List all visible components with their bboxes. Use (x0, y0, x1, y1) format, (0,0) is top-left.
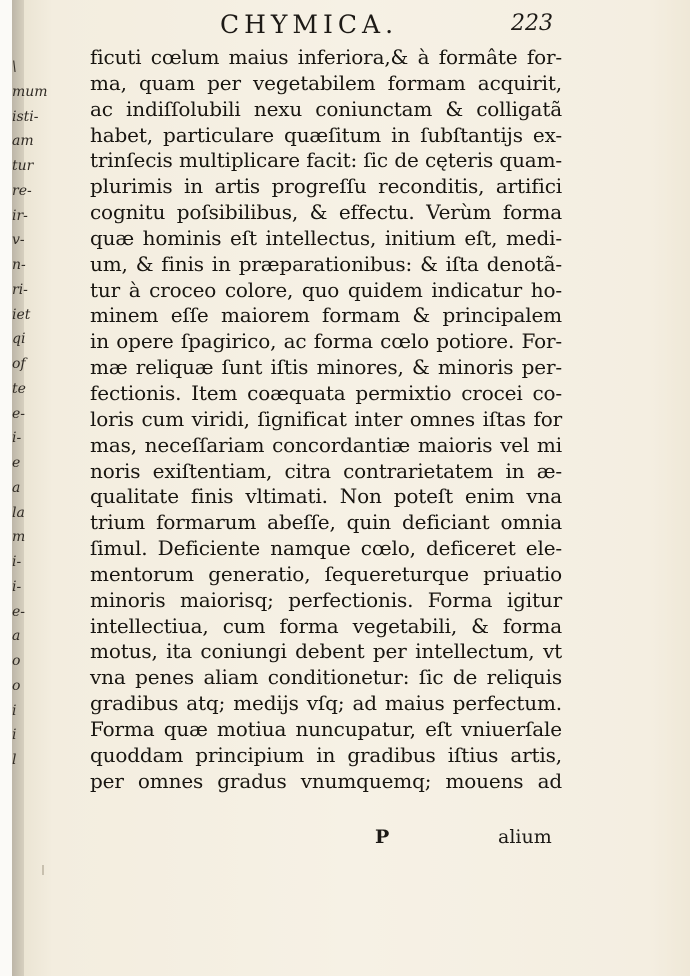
text-line: plurimis in artis progreſſu reconditis, artifici (90, 174, 562, 199)
catchword: alium (498, 826, 552, 848)
margin-fragment: o (12, 677, 21, 694)
text-line: mæ reliquæ ſunt iſtis minores, & minoris per- (90, 355, 562, 380)
text-line: in opere ſpagirico, ac forma cœlo potiore. For- (90, 329, 562, 354)
text-line: intellectiua, cum forma vegetabili, & forma (90, 613, 562, 638)
text-line: motus, ita coniungi debent per intellectum, vt (90, 639, 562, 664)
page-header (12, 10, 690, 40)
margin-fragment: qi (12, 331, 26, 348)
text-line: trinſecis multiplicare facit: ſic de cęteris quam- (90, 148, 562, 173)
book-page (12, 0, 690, 976)
text-line: Forma quæ motiua nuncupatur, eſt vniuerſale (90, 716, 562, 741)
margin-fragment: i (12, 702, 17, 719)
margin-fragment: te (12, 380, 26, 397)
margin-fragment: a (12, 628, 21, 645)
margin-fragment: ri- (12, 281, 28, 298)
margin-fragment: o (12, 653, 21, 669)
margin-fragment: la (12, 504, 25, 521)
margin-fragment: m (12, 529, 26, 546)
text-line: trium formarum abeſſe, quin deficiant omnia (90, 510, 562, 535)
text-line: quoddam principium in gradibus iſtius artis, (90, 742, 562, 767)
page-number: 223 (511, 11, 553, 36)
text-line: mas, neceſſariam concordantiæ maioris vel mi (90, 432, 562, 457)
margin-fragment: e- (12, 603, 26, 620)
margin-fragment: v- (12, 232, 25, 249)
margin-fragment: \ (12, 59, 17, 75)
text-line: minoris maiorisq; perfectionis. Forma igitur (90, 587, 562, 612)
text-line: ficuti cœlum maius inferiora,& à formâte for- (90, 45, 562, 69)
margin-fragment: iet (12, 306, 31, 323)
margin-fragment: am (12, 133, 34, 150)
margin-fragments (12, 55, 50, 773)
text-line: noris exiſtentiam, citra contrarietatem in æ- (90, 458, 562, 483)
margin-fragment: ir- (12, 207, 28, 224)
text-line: loris cum viridi, ſignificat inter omnes iſtas for (90, 406, 562, 431)
margin-fragment: e (12, 455, 21, 471)
text-line: habet, particulare quæſitum in ſubſtantijs ex- (90, 122, 562, 147)
main-text-block (90, 45, 562, 794)
page-wear-mark (42, 865, 44, 875)
margin-fragment: i (12, 727, 17, 744)
text-line: mentorum generatio, ſequereturque priuatio (90, 561, 562, 586)
margin-fragment: l (12, 752, 17, 768)
signature-mark: P (375, 826, 390, 848)
margin-fragment: n- (12, 257, 26, 273)
margin-fragment: a (12, 479, 21, 496)
text-line: ma, quam per vegetabilem formam acquirit, (90, 70, 562, 95)
text-line: um, & finis in præparationibus: & iſta denotã- (90, 251, 562, 276)
margin-fragment: isti- (12, 108, 39, 125)
margin-fragment: e- (12, 405, 26, 422)
margin-fragment: i- (12, 554, 22, 570)
text-line: vna penes aliam conditionetur: ſic de reliquis (90, 665, 562, 690)
text-line: cognitu poſsibilibus, & effectu. Verùm forma (90, 200, 562, 225)
text-line: fectionis. Item coæquata permixtio crocei co- (90, 380, 562, 405)
margin-fragment: i- (12, 430, 22, 447)
margin-fragment: of (12, 356, 26, 372)
margin-fragment: i- (12, 578, 22, 595)
running-title: CHYMICA. (220, 10, 399, 39)
text-line: minem eſſe maiorem formam & principalem (90, 303, 562, 328)
text-line: ſimul. Deficiente namque cœlo, deficeret ele- (90, 536, 562, 561)
margin-fragment: re- (12, 182, 32, 199)
text-line: tur à croceo colore, quo quidem indicatur ho- (90, 277, 562, 302)
text-line: ac indiſſolubili nexu coniunctam & colligatã (90, 96, 562, 121)
text-line: qualitate finis vltimati. Non poteſt enim vna (90, 484, 562, 509)
text-line: quæ hominis eſt intellectus, initium eſt, medi- (90, 225, 562, 250)
margin-fragment: mum (12, 83, 48, 100)
text-line: gradibus atq; medijs vſq; ad maius perfectum. (90, 691, 562, 716)
text-line: per omnes gradus vnumquemq; mouens ad (90, 768, 562, 793)
margin-fragment: tur (12, 158, 34, 174)
